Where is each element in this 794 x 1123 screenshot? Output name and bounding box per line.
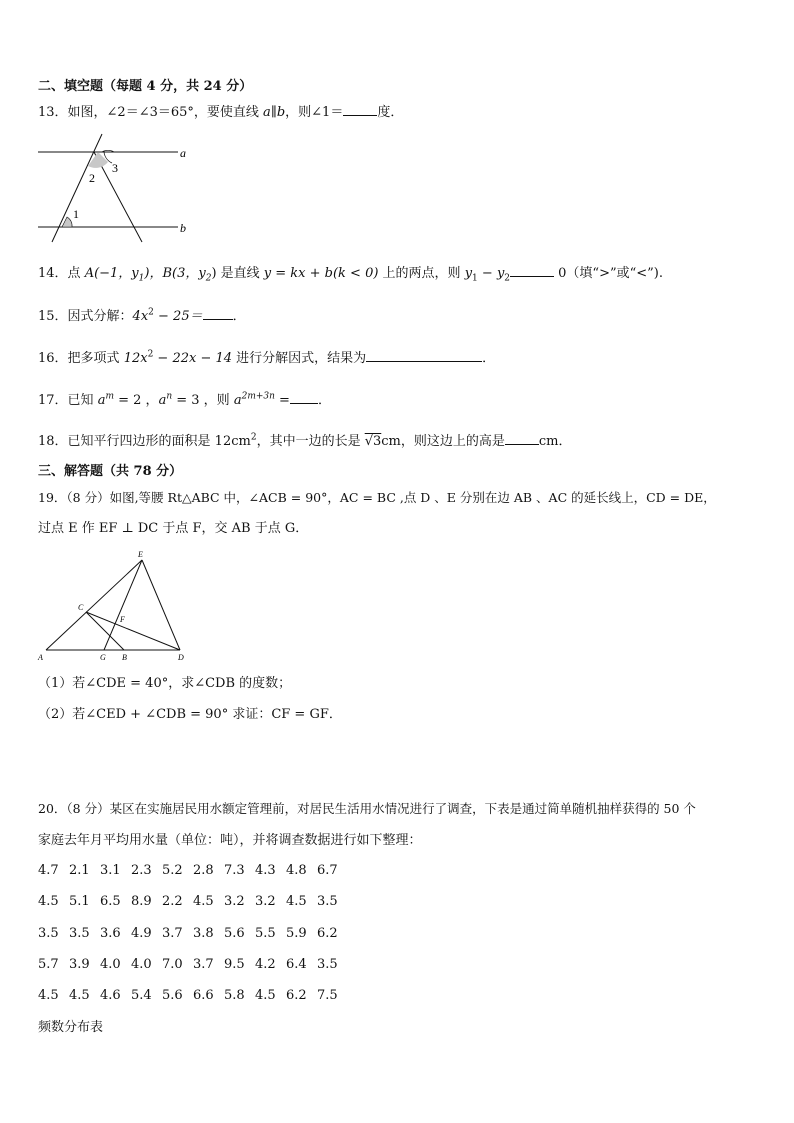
label-D: D <box>178 653 184 662</box>
q18-sqrt: √3 <box>364 434 382 449</box>
question-19-line-1: 19．（8 分）如图,等腰 Rt△ABC 中，∠ACB = 90°，AC = BC ,点 D 、E 分别在边 AB 、AC 的延长线上，CD = DE， <box>38 490 716 505</box>
q14-text-5: 0（填“>”或“<”). <box>554 266 664 281</box>
data-cell: 2.3 <box>131 863 152 878</box>
data-cell: 3.2 <box>224 894 245 909</box>
q17-exp-m: m <box>105 391 114 402</box>
data-cell: 6.7 <box>317 863 338 878</box>
question-17 <box>38 391 331 410</box>
section-heading-fill-in: 二、填空题（每题 4 分，共 24 分） <box>38 79 253 94</box>
data-cell: 4.5 <box>193 894 214 909</box>
q14-answer-blank[interactable] <box>510 264 554 277</box>
q17-eq3: = <box>274 393 290 408</box>
q17-eq2: = 3 ，则 <box>172 393 234 408</box>
question-20-line-2: 家庭去年月平均用水量（单位：吨），并将调查数据进行如下整理： <box>38 833 422 848</box>
q14-text-3: ) 是直线 <box>211 266 264 281</box>
q13-figure <box>30 128 210 246</box>
data-cell: 6.5 <box>100 894 121 909</box>
question-14 <box>38 264 663 283</box>
q16-text-post: 进行分解因式，结果为 <box>232 351 367 366</box>
q16-answer-blank[interactable] <box>366 349 482 362</box>
data-cell: 3.5 <box>317 894 338 909</box>
q14-text-4: 上的两点，则 <box>378 266 465 281</box>
data-cell: 2.2 <box>162 894 183 909</box>
q14-point-b: )，B(3，y <box>144 266 206 281</box>
label-A: A <box>38 653 43 662</box>
label-angle-3: 3 <box>112 161 118 175</box>
data-cell: 9.5 <box>224 957 245 972</box>
section-heading-solutions: 三、解答题（共 78 分） <box>38 464 183 479</box>
data-cell: 3.5 <box>38 926 59 941</box>
q15-expr-rest: − 25＝ <box>153 309 203 324</box>
segment-eg <box>104 560 142 650</box>
question-19-part-1: （1）若∠CDE = 40°，求∠CDB 的度数； <box>38 676 292 691</box>
q16-text: 16．把多项式 <box>38 351 124 366</box>
q18-unit: cm <box>381 434 401 449</box>
question-19-part-2: （2）若∠CED + ∠CDB = 90° 求证：CF = GF． <box>38 707 342 722</box>
q13-answer-blank[interactable] <box>343 103 377 116</box>
q17-a2: a <box>158 393 167 408</box>
q18-end: cm． <box>538 434 572 449</box>
frequency-table-title: 频数分布表 <box>38 1020 104 1035</box>
question-13 <box>38 103 403 122</box>
q14-sub-2: 2 <box>205 273 212 284</box>
q14-y1: y <box>464 266 473 281</box>
data-cell: 4.3 <box>255 863 276 878</box>
data-cell: 3.6 <box>100 926 121 941</box>
q15-expr: 4x <box>132 309 149 324</box>
data-cell: 4.9 <box>131 926 152 941</box>
segment-cb <box>86 612 124 650</box>
label-a: a <box>180 146 186 160</box>
data-cell: 4.5 <box>38 988 59 1003</box>
data-cell: 5.6 <box>224 926 245 941</box>
q13-text-mid: ，则∠1＝ <box>285 105 344 120</box>
data-cell: 5.8 <box>224 988 245 1003</box>
data-cell: 5.6 <box>162 988 183 1003</box>
q14-y2: − y <box>477 266 505 281</box>
question-16 <box>38 349 495 368</box>
data-cell: 3.5 <box>317 957 338 972</box>
data-cell: 5.4 <box>131 988 152 1003</box>
q13-text-post: 度． <box>377 105 404 120</box>
q18-text: 18．已知平行四边形的面积是 12cm <box>38 434 251 449</box>
q13-parallel: ∥ <box>270 105 277 120</box>
q17-eq1: = 2 ， <box>114 393 159 408</box>
q14-y1-sub: 1 <box>472 273 478 284</box>
data-cell: 4.5 <box>255 988 276 1003</box>
q18-text-mid: ，其中一边的长是 <box>256 434 365 449</box>
data-cell: 5.7 <box>38 957 59 972</box>
data-cell: 5.9 <box>286 926 307 941</box>
data-cell: 4.5 <box>38 894 59 909</box>
q17-a3: a <box>233 393 242 408</box>
data-cell: 3.9 <box>69 957 90 972</box>
label-angle-1: 1 <box>73 207 79 221</box>
data-cell: 3.2 <box>255 894 276 909</box>
data-cell: 4.5 <box>286 894 307 909</box>
data-cell: 4.0 <box>100 957 121 972</box>
label-G: G <box>100 653 106 662</box>
angle-2-marker <box>88 152 108 168</box>
data-cell: 4.2 <box>255 957 276 972</box>
q13-var-b: b <box>276 105 286 120</box>
data-cell: 6.2 <box>317 926 338 941</box>
data-cell: 4.7 <box>38 863 59 878</box>
q15-answer-blank[interactable] <box>203 307 233 320</box>
label-C: C <box>78 603 84 612</box>
q17-text: 17．已知 <box>38 393 98 408</box>
q16-expr: 12x <box>123 351 148 366</box>
data-cell: 4.0 <box>131 957 152 972</box>
data-cell: 6.2 <box>286 988 307 1003</box>
q18-sup: 2 <box>250 432 257 443</box>
data-cell: 5.5 <box>255 926 276 941</box>
data-cell: 6.6 <box>193 988 214 1003</box>
q14-sub-1: 1 <box>138 273 145 284</box>
question-19-line-2: 过点 E 作 EF ⊥ DC 于点 F，交 AB 于点 G． <box>38 521 309 536</box>
label-angle-2: 2 <box>89 171 95 185</box>
q16-expr-rest: − 22x − 14 <box>153 351 233 366</box>
q14-text-1: 14．点 <box>38 266 85 281</box>
q17-end: ． <box>317 393 331 408</box>
q17-exp-n: n <box>166 391 173 402</box>
label-b: b <box>180 221 186 235</box>
q17-a1: a <box>97 393 106 408</box>
question-15 <box>38 307 246 326</box>
data-cell: 6.4 <box>286 957 307 972</box>
data-cell: 3.5 <box>69 926 90 941</box>
q14-line-equation: y = kx + b(k < 0) <box>263 266 379 281</box>
label-F: F <box>120 615 125 624</box>
label-B: B <box>122 653 127 662</box>
data-cell: 2.8 <box>193 863 214 878</box>
data-cell: 3.8 <box>193 926 214 941</box>
transversal-left <box>52 134 102 242</box>
data-cell: 3.7 <box>193 957 214 972</box>
q15-text: 15．因式分解： <box>38 309 133 324</box>
data-cell: 7.5 <box>317 988 338 1003</box>
data-cell: 4.8 <box>286 863 307 878</box>
q16-end: ． <box>482 351 496 366</box>
data-cell: 7.3 <box>224 863 245 878</box>
data-cell: 5.1 <box>69 894 90 909</box>
q14-y2-sub: 2 <box>504 273 511 284</box>
data-cell: 3.1 <box>100 863 121 878</box>
q19-figure <box>34 548 204 664</box>
q15-sup: 2 <box>148 307 154 318</box>
data-cell: 4.5 <box>69 988 90 1003</box>
data-cell: 8.9 <box>131 894 152 909</box>
q13-var-a: a <box>263 105 271 120</box>
q17-exp-combined: 2m+3n <box>241 391 275 402</box>
data-cell: 4.6 <box>100 988 121 1003</box>
data-cell: 7.0 <box>162 957 183 972</box>
q14-point-a: A(−1，y <box>84 266 139 281</box>
q16-sup: 2 <box>147 349 154 360</box>
q18-answer-blank[interactable] <box>505 432 539 445</box>
segment-ae <box>46 560 142 650</box>
q18-text-post: ，则这边上的高是 <box>400 434 505 449</box>
question-20-line-1: 20．（8 分）某区在实施居民用水额定管理前，对居民生活用水情况进行了调查，下表是通过简单随机抽样获得的 50 个 <box>38 801 696 816</box>
data-cell: 5.2 <box>162 863 183 878</box>
q15-end: ． <box>232 309 246 324</box>
label-E: E <box>138 550 143 559</box>
data-cell: 2.1 <box>69 863 90 878</box>
q17-answer-blank[interactable] <box>290 391 318 404</box>
data-cell: 3.7 <box>162 926 183 941</box>
angle-1-marker <box>62 217 72 227</box>
question-18 <box>38 432 572 451</box>
q13-text: 13．如图，∠2＝∠3＝65°，要使直线 <box>38 105 264 120</box>
